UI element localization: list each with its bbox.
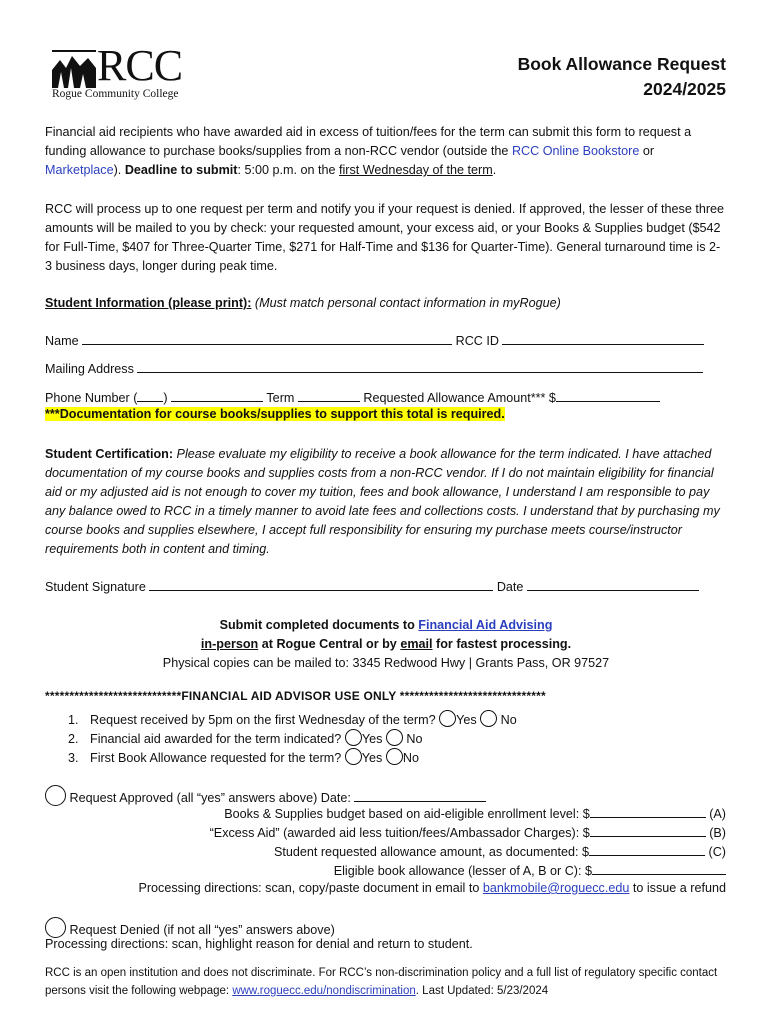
row-c-field[interactable] [589,843,705,856]
advisor-question-2 [68,729,422,746]
q2-no-radio[interactable] [386,729,403,746]
submit-text: Submit completed documents to [219,618,419,632]
signature-label: Student Signature [45,580,146,594]
documentation-note-text: ***Documentation for course books/supplies to support this total is required. [45,407,505,421]
submit-text: at Rogue Central or by [258,637,401,651]
calc-row-a [224,805,726,821]
student-info-note: (Must match personal contact information in myRogue) [254,296,561,310]
advisor-question-1 [68,710,517,727]
date-label: Date [496,580,524,594]
processing-suffix: to issue a refund [629,881,726,895]
q3-text: First Book Allowance requested for the term? [90,751,342,765]
phone-label: Phone Number ( [45,391,138,405]
certification-text: Please evaluate my eligibility to receive a book allowance for the term indicated. I have attached documentation of my course books and supplies costs from a non-RCC vendor. If I do not maintain eligibility for financial aid or my adjusted aid is not enough to cover my tuition, fees and book allowance, I understand I am responsible to pay any balance owed to RCC in a timely manner to avoid late fees and collections costs. I understand that by purchasing my course books and supplies elsewhere, I accept full responsibility for ensuring my purchase meets course/instructor requirements both in content and timing. [45,447,720,556]
submit-text: for fastest processing. [432,637,572,651]
footer-notice [45,964,727,1000]
yes-label: Yes [456,713,477,727]
row-b-tag: (B) [709,826,726,840]
logo-college-name: Rogue Community College [52,88,179,100]
name-field[interactable] [82,332,452,345]
submit-line-2 [45,635,727,654]
eligible-field[interactable] [592,862,726,875]
request-denied-row [45,917,335,938]
denied-label: Request Denied (if not all “yes” answers above) [69,923,335,937]
row-b-field[interactable] [590,824,706,837]
title-line-1: Book Allowance Request [517,54,726,74]
q1-no-radio[interactable] [480,710,497,727]
name-row [45,332,727,348]
page-title [518,52,726,102]
row-b-label: “Excess Aid” (awarded aid less tuition/fees/Ambassador Charges): $ [209,826,590,840]
q3-no-radio[interactable] [386,748,403,765]
advisor-banner: ****************************FINANCIAL AID ADVISOR USE ONLY ****************************** [45,689,546,703]
no-label: No [402,751,419,765]
date-field[interactable] [527,578,699,591]
mountain-tree-icon [52,50,96,88]
phone-row [45,389,660,405]
approved-date-field[interactable] [354,789,486,802]
email-text: email [400,637,433,651]
row-a-tag: (A) [709,807,726,821]
eligible-label: Eligible book allowance (lesser of A, B or C): $ [333,864,592,878]
intro-text: : 5:00 p.m. on the [237,163,339,177]
in-person-text: in-person [200,637,259,651]
q3-number: 3. [68,751,79,765]
intro-paragraph-1 [45,123,727,180]
denied-directions: Processing directions: scan, highlight reason for denial and return to student. [45,937,473,951]
title-line-2: 2024/2025 [643,79,726,99]
intro-text: . [492,163,497,177]
rcc-id-label: RCC ID [455,334,499,348]
mailing-address-field[interactable] [137,360,703,373]
name-label: Name [45,334,79,348]
footer-updated: . Last Updated: 5/23/2024 [415,985,549,997]
q1-number: 1. [68,713,79,727]
student-info-heading [45,294,727,313]
signature-row [45,578,699,594]
row-a-field[interactable] [590,805,706,818]
rcc-logo [52,41,202,104]
row-c-label: Student requested allowance amount, as documented: $ [273,845,590,859]
intro-text: ). [113,163,125,177]
rcc-id-field[interactable] [502,332,704,345]
q2-yes-radio[interactable] [345,729,362,746]
intro-text: Financial aid recipients who have awarded aid in excess of tuition/fees for the term can submit this form to request a funding allowance to purchase books/supplies from a non-RCC vendor (outside the [45,125,692,158]
footer-text: RCC is an open institution and does not discriminate. For RCC’s non-discrimination policy and a full list of regulatory specific contact persons visit the following webpage: [45,967,718,997]
advisor-question-3 [68,748,419,765]
intro-text: or [639,144,655,158]
eligible-row [334,862,726,878]
phone-close: ) [163,391,168,405]
no-label: No [500,713,517,727]
logo-letters: RCC [97,41,183,90]
deadline-label: Deadline to submit [124,163,238,177]
marketplace-link[interactable]: Marketplace [45,163,114,177]
submit-line-1 [45,616,727,635]
allowance-label: Requested Allowance Amount*** $ [363,391,556,405]
documentation-note [45,407,505,421]
area-code-field[interactable] [137,389,163,402]
mailing-label: Mailing Address [45,362,134,376]
calc-row-b [210,824,726,840]
processing-row [138,881,726,895]
no-label: No [406,732,423,746]
bankmobile-email-link[interactable]: bankmobile@roguecc.edu [482,881,630,895]
processing-label: Processing directions: scan, copy/paste document in email to [138,881,483,895]
student-info-title: Student Information (please print): [45,296,252,310]
allowance-amount-field[interactable] [556,389,660,402]
intro-paragraph-2: RCC will process up to one request per term and notify you if your request is denied. If approved, the lesser of these three amounts will be mailed to you by check: your requested amount, your excess aid, or your Books & Supplies budget ($542 for Full-Time, $407 for Three-Quarter Time, $271 for Half-Time and $136 for Quarter-Time). General turnaround time is 2-3 business days, longer during peak time. [45,202,725,273]
calc-row-c [274,843,726,859]
mailing-address-info: Physical copies can be mailed to: 3345 Redwood Hwy | Grants Pass, OR 97527 [162,656,610,670]
q2-text: Financial aid awarded for the term indicated? [90,732,342,746]
certification-heading: Student Certification: [45,447,174,461]
q3-yes-radio[interactable] [345,748,362,765]
approved-radio[interactable] [45,785,66,806]
request-approved-row [45,785,486,806]
mailing-row [45,360,703,376]
approved-label: Request Approved (all “yes” answers above) Date: [69,791,351,805]
phone-field[interactable] [171,389,263,402]
row-c-tag: (C) [708,845,726,859]
bookstore-link[interactable]: RCC Online Bookstore [511,144,640,158]
term-field[interactable] [298,389,360,402]
q1-yes-radio[interactable] [439,710,456,727]
submit-info [45,616,727,673]
yes-label: Yes [361,732,383,746]
yes-label: Yes [361,751,383,765]
term-label: Term [266,391,295,405]
financial-aid-advising-link[interactable]: Financial Aid Advising [418,618,553,632]
row-a-label: Books & Supplies budget based on aid-eligible enrollment level: $ [224,807,590,821]
certification-paragraph [45,445,727,559]
denied-radio[interactable] [45,917,66,938]
q2-number: 2. [68,732,79,746]
q1-text: Request received by 5pm on the first Wednesday of the term? [90,713,436,727]
nondiscrimination-link[interactable]: www.roguecc.edu/nondiscrimination [232,985,416,997]
signature-field[interactable] [149,578,493,591]
deadline-day: first Wednesday of the term [338,163,493,177]
